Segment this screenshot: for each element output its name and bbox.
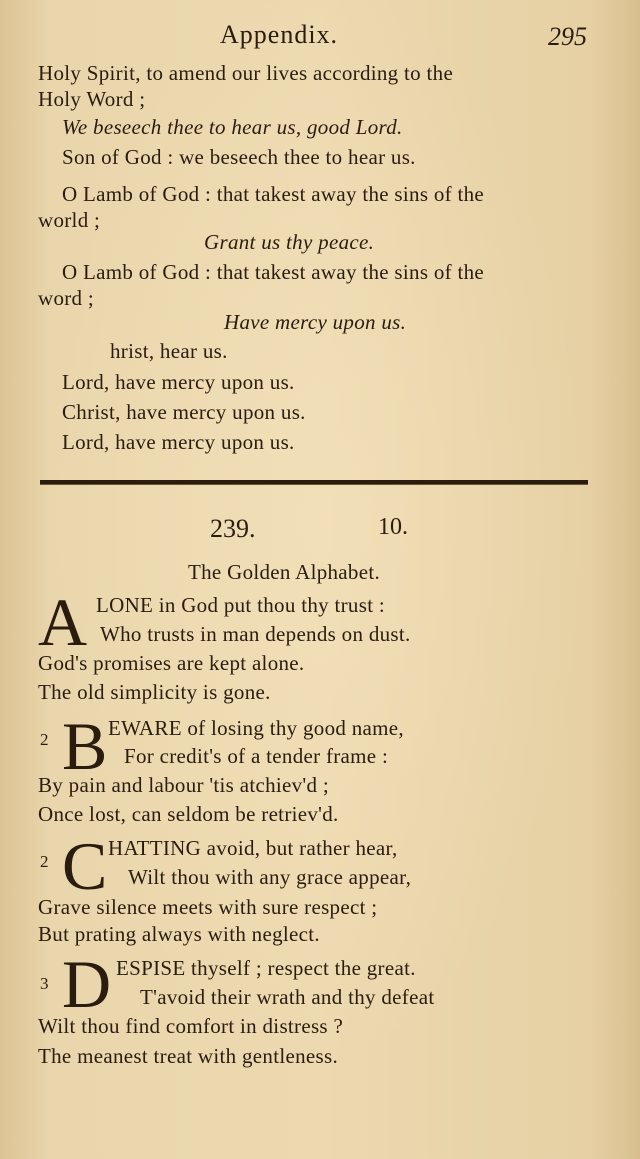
- running-head: Appendix.: [220, 20, 339, 49]
- litany-line: hrist, hear us.: [110, 339, 228, 363]
- litany-line: Christ, have mercy upon us.: [62, 400, 306, 424]
- verse-line: HATTING avoid, but rather hear,: [108, 836, 398, 860]
- verse-line: The meanest treat with gentleness.: [38, 1044, 339, 1068]
- litany-response: Have mercy upon us.: [224, 310, 407, 334]
- litany-response: We beseech thee to hear us, good Lord.: [62, 115, 403, 139]
- verse-number: 3: [40, 974, 49, 993]
- hymn-meter: 10.: [378, 514, 408, 540]
- verse-line: God's promises are kept alone.: [38, 651, 305, 675]
- litany-line: Lord, have mercy upon us.: [62, 430, 295, 454]
- section-rule: [40, 480, 588, 485]
- litany-line: O Lamb of God : that takest away the sins of the: [62, 182, 485, 206]
- litany-line: Holy Word ;: [38, 87, 146, 111]
- verse-number: 2: [40, 730, 49, 749]
- drop-cap: C: [62, 828, 108, 904]
- verse-line: Once lost, can seldom be retriev'd.: [38, 802, 339, 826]
- litany-line: world ;: [38, 208, 101, 232]
- verse-line: Wilt thou with any grace appear,: [128, 865, 412, 889]
- litany-response: Grant us thy peace.: [204, 230, 375, 254]
- verse-line: The old simplicity is gone.: [38, 680, 271, 704]
- verse-line: ESPISE thyself ; respect the great.: [116, 956, 416, 980]
- drop-cap: A: [38, 584, 88, 660]
- verse-line: T'avoid their wrath and thy defeat: [140, 985, 435, 1009]
- verse-line: Who trusts in man depends on dust.: [100, 622, 411, 646]
- verse-line: Wilt thou find comfort in distress ?: [38, 1014, 344, 1038]
- verse-line: EWARE of losing thy good name,: [108, 716, 404, 740]
- verse-line: LONE in God put thou thy trust :: [96, 593, 386, 617]
- page-number: 295: [548, 22, 587, 51]
- litany-line: O Lamb of God : that takest away the sins of the: [62, 260, 485, 284]
- hymn-number: 239.: [210, 514, 256, 543]
- hymn-title: The Golden Alphabet.: [188, 560, 381, 584]
- verse-number: 2: [40, 852, 49, 871]
- verse-line: For credit's of a tender frame :: [124, 744, 389, 768]
- drop-cap: D: [62, 946, 112, 1022]
- litany-line: Lord, have mercy upon us.: [62, 370, 295, 394]
- litany-line: Holy Spirit, to amend our lives according to the: [38, 61, 454, 85]
- verse-line: But prating always with neglect.: [38, 922, 320, 946]
- litany-line: word ;: [38, 286, 95, 310]
- litany-line: Son of God : we beseech thee to hear us.: [62, 145, 416, 169]
- verse-line: Grave silence meets with sure respect ;: [38, 895, 378, 919]
- drop-cap: B: [62, 708, 108, 784]
- verse-line: By pain and labour 'tis atchiev'd ;: [38, 773, 330, 797]
